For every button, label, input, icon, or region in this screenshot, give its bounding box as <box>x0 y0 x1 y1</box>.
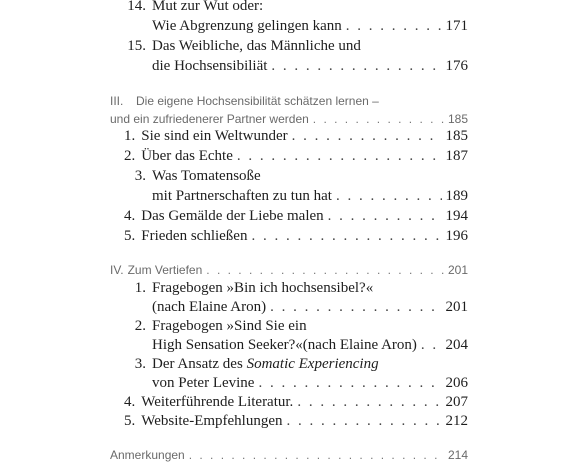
entry-title: Das Weibliche, das Männliche und <box>152 38 361 54</box>
entry-title: Weiterführende Literatur. <box>141 394 294 410</box>
dot-leader <box>189 448 444 462</box>
part-title: Die eigene Hochsensibilität schätzen lernen – <box>136 94 379 108</box>
entry-title: die Hochsensibiliät <box>152 58 268 74</box>
toc-entry-line2 <box>152 375 468 392</box>
entry-title: Sie sind ein Weltwunder <box>141 128 288 144</box>
toc-entry-15-line2 <box>152 58 468 75</box>
page-number: 201 <box>447 263 468 277</box>
dot-leader <box>206 263 444 277</box>
page-number: 171 <box>445 18 468 34</box>
page-number: 187 <box>445 148 468 164</box>
part-heading-3-line1 <box>110 94 468 108</box>
toc-entry-line1 <box>124 356 468 373</box>
entry-title: Mut zur Wut oder: <box>152 0 264 14</box>
dot-leader <box>346 18 442 35</box>
page-number: 212 <box>445 413 468 429</box>
dot-leader <box>237 148 442 165</box>
entry-title: von Peter Levine <box>152 375 255 391</box>
entry-number: 2. <box>124 148 136 164</box>
toc-entry-14-line1 <box>124 0 468 15</box>
toc-entry <box>124 228 468 245</box>
entry-title: Über das Echte <box>141 148 233 164</box>
entry-number: 3. <box>134 168 146 184</box>
notes-entry <box>110 448 468 462</box>
toc-entry-line1 <box>124 318 468 335</box>
dot-leader <box>336 188 442 205</box>
entry-number: 4. <box>124 208 136 224</box>
entry-title-prefix: Der Ansatz des <box>152 356 247 372</box>
toc-entry-line1 <box>124 280 468 297</box>
dot-leader <box>270 299 441 316</box>
toc-entry <box>124 128 468 145</box>
part-heading-3-line2 <box>110 112 468 126</box>
entry-title: Fragebogen »Sind Sie ein <box>152 318 307 334</box>
part-title: Zum Vertiefen <box>127 263 203 277</box>
entry-title: Website-Empfehlungen <box>141 413 283 429</box>
entry-title: Was Tomatensoße <box>152 168 261 184</box>
entry-number: 15. <box>127 38 146 54</box>
page-number: 207 <box>445 394 468 410</box>
dot-leader <box>421 337 442 354</box>
entry-title <box>152 356 379 373</box>
page-number: 206 <box>445 375 468 391</box>
part-title: und ein zufriedenerer Partner werden <box>110 112 309 126</box>
entry-number: 1. <box>134 280 146 296</box>
dot-leader <box>251 228 441 245</box>
entry-number: 14. <box>127 0 146 14</box>
entry-title: Wie Abgrenzung gelingen kann <box>152 18 342 34</box>
page-number: 201 <box>445 299 468 315</box>
dot-leader <box>313 112 444 126</box>
dot-leader <box>292 128 442 145</box>
entry-number: 1. <box>124 128 136 144</box>
notes-title: Anmerkungen <box>110 448 185 462</box>
toc-entry-15-line1 <box>124 38 468 55</box>
entry-title: mit Partnerschaften zu tun hat <box>152 188 332 204</box>
entry-title-emphasis: Somatic Experiencing <box>246 356 379 372</box>
page-number: 185 <box>447 112 468 126</box>
entry-title: Das Gemälde der Liebe malen <box>141 208 324 224</box>
page-number: 194 <box>445 208 468 224</box>
page-number: 204 <box>445 337 468 353</box>
dot-leader <box>258 375 441 392</box>
toc-entry-line1 <box>124 168 468 185</box>
toc-entry <box>124 394 468 411</box>
page-number: 176 <box>445 58 468 74</box>
dot-leader <box>287 413 442 430</box>
page-number: 189 <box>445 188 468 204</box>
toc-entry-line2 <box>152 188 468 205</box>
toc-entry <box>124 208 468 225</box>
entry-title: Fragebogen »Bin ich hochsensibel?« <box>152 280 374 296</box>
entry-title: Frieden schließen <box>141 228 248 244</box>
page-number: 185 <box>445 128 468 144</box>
part-numeral: IV. <box>110 263 124 277</box>
toc-entry <box>124 413 468 430</box>
page-number: 214 <box>447 448 468 462</box>
part-heading-4 <box>110 263 468 277</box>
toc-entry-line2 <box>152 299 468 316</box>
part-numeral: III. <box>110 94 124 108</box>
entry-number: 5. <box>124 228 136 244</box>
toc-entry-line2 <box>152 337 468 354</box>
entry-title: High Sensation Seeker?«(nach Elaine Aron) <box>152 337 417 353</box>
entry-title: (nach Elaine Aron) <box>152 299 267 315</box>
dot-leader <box>328 208 442 225</box>
toc-entry <box>124 148 468 165</box>
toc-entry-14-line2 <box>152 18 468 35</box>
entry-number: 2. <box>134 318 146 334</box>
dot-leader <box>297 394 441 411</box>
entry-number: 5. <box>124 413 136 429</box>
page-number: 196 <box>445 228 468 244</box>
entry-number: 3. <box>134 356 146 372</box>
dot-leader <box>271 58 441 75</box>
entry-number: 4. <box>124 394 136 410</box>
